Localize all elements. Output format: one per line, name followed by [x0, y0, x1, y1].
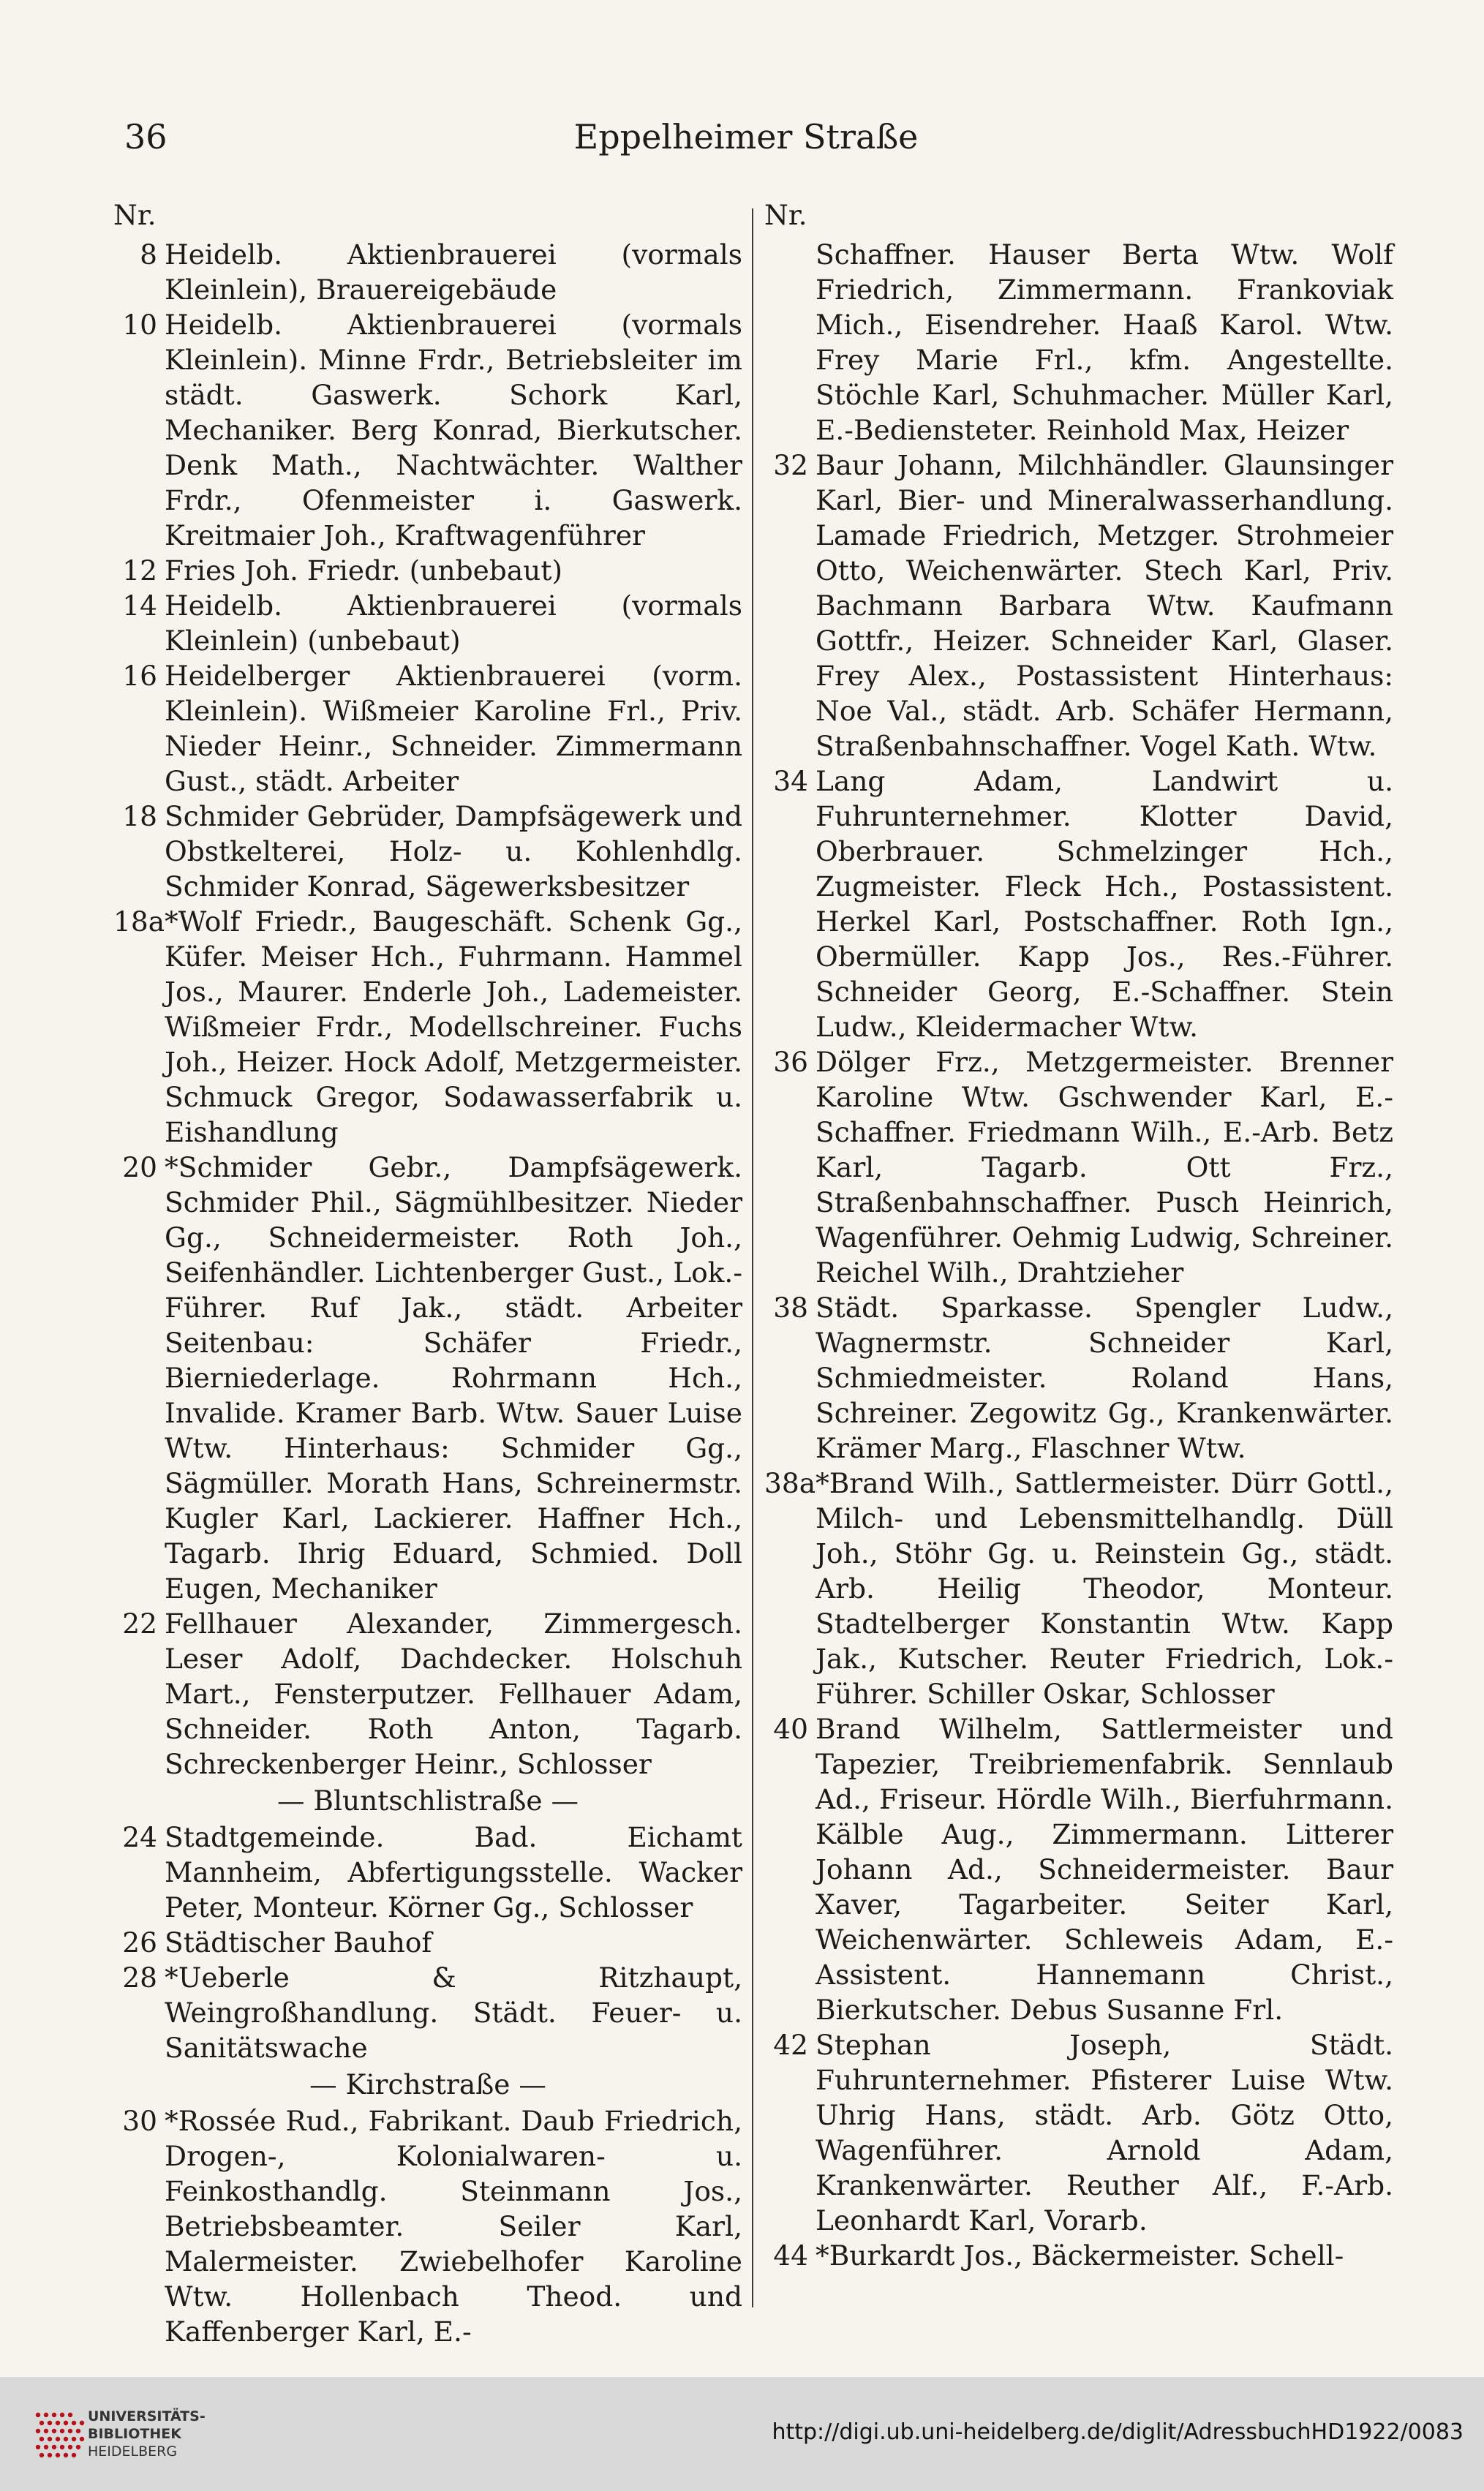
house-number: 22 [122, 1608, 157, 1640]
entry-text: *Wolf Friedr., Baugeschäft. Schenk Gg., Küfer. Meiser Hch., Fuhrmann. Hammel Jos., Maurer. Enderle Joh., Lademeister. Wißmeier Frdr., Modellschreiner. Fuchs Joh., Heizer. Hock Adolf, Metzgermeister. Schmuck Gregor, Sodawasserfabrik u. Eishandlung [165, 905, 742, 1148]
address-entry [113, 237, 742, 307]
entry-text: Brand Wilhelm, Sattlermeister und Tapezier, Treibriemenfabrik. Sennlaub Ad., Friseur. Hördle Wilh., Bierfuhrmann. Kälble Aug., Zimmermann. Litterer Johann Ad., Schneidermeister. Baur Xaver, Tagarbeiter. Seiter Karl, Weichenwärter. Schleweis Adam, E.-Assistent. Hannemann Christ., Bierkutscher. Debus Susanne Frl. [816, 1713, 1393, 2026]
entry-text: Schaffner. Hauser Berta Wtw. Wolf Friedrich, Zimmermann. Frankoviak Mich., Eisendreher. Haaß Karol. Wtw. Frey Marie Frl., kfm. Angestellte. Stöchle Karl, Schuhmacher. Müller Karl, E.-Bediensteter. Reinhold Max, Heizer [816, 238, 1393, 446]
address-entry [764, 1466, 1393, 1711]
house-number: 18a [113, 905, 165, 938]
house-number: 14 [122, 589, 157, 622]
house-number: 24 [122, 1821, 157, 1853]
house-number: 20 [122, 1151, 157, 1183]
cross-street-heading: — Kirchstraße — [309, 2068, 546, 2100]
right-column [764, 197, 1393, 2304]
page-number: 36 [124, 117, 167, 157]
entry-text: Städt. Sparkasse. Spengler Ludw., Wagnermstr. Schneider Karl, Schmiedmeister. Roland Hans, Schreiner. Zegowitz Gg., Krankenwärter. Krämer Marg., Flaschner Wtw. [816, 1292, 1393, 1464]
entry-text: Städtischer Bauhof [165, 1926, 432, 1959]
house-number: 44 [773, 2239, 808, 2272]
library-name-line: HEIDELBERG [88, 2443, 178, 2460]
library-name-line: UNIVERSITÄTS- [88, 2408, 206, 2424]
entry-text: *Ueberle & Ritzhaupt, Weingroßhandlung. Städt. Feuer- u. Sanitätswache [165, 1961, 742, 2064]
address-entry [764, 2238, 1393, 2273]
left-column-number-label: Nr. [113, 199, 157, 231]
entry-text: Dölger Frz., Metzgermeister. Brenner Karoline Wtw. Gschwender Karl, E.-Schaffner. Friedmann Wilh., E.-Arb. Betz Karl, Tagarb. Ott Frz., Straßenbahnschaffner. Pusch Heinrich, Wagenführer. Oehmig Ludwig, Schreiner. Reichel Wilh., Drahtzieher [816, 1046, 1393, 1289]
right-entries-list [764, 237, 1393, 2273]
entry-text: *Brand Wilh., Sattlermeister. Dürr Gottl., Milch- und Lebensmittelhandlg. Düll Joh., Stöhr Gg. u. Reinstein Gg., städt. Arb. Heilig Theodor, Monteur. Stadtelberger Konstantin Wtw. Kapp Jak., Kutscher. Reuter Friedrich, Lok.-Führer. Schiller Oskar, Schlosser [816, 1467, 1393, 1710]
house-number: 36 [773, 1046, 808, 1078]
house-number: 10 [122, 309, 157, 341]
house-number: 40 [773, 1713, 808, 1745]
entry-text: Schmider Gebrüder, Dampfsägewerk und Obstkelterei, Holz- u. Kohlenhdlg. Schmider Konrad, Sägewerksbesitzer [165, 800, 742, 902]
house-number: 38a [764, 1467, 816, 1499]
address-entry [764, 2027, 1393, 2238]
entry-text: *Rossée Rud., Fabrikant. Daub Friedrich, Drogen-, Kolonialwaren- u. Feinkosthandlg. Steinmann Jos., Betriebsbeamter. Seiler Karl, Malermeister. Zwiebelhofer Karoline Wtw. Hollenbach Theod. und Kaffenberger Karl, E.- [165, 2105, 742, 2348]
house-number: 38 [773, 1292, 808, 1324]
house-number: 32 [773, 449, 808, 481]
entry-text: Heidelb. Aktienbrauerei (vormals Kleinlein) (unbebaut) [165, 589, 742, 657]
address-entry [764, 1290, 1393, 1466]
address-entry [113, 1606, 742, 1782]
cross-street-heading: — Bluntschlistraße — [277, 1785, 579, 1817]
house-number: 16 [122, 660, 157, 692]
library-name [88, 2408, 206, 2460]
house-number: 34 [773, 765, 808, 797]
entry-text: Fellhauer Alexander, Zimmergesch. Leser Adolf, Dachdecker. Holschuh Mart., Fensterputzer. Fellhauer Adam, Schneider. Roth Anton, Tagarb. Schreckenberger Heinr., Schlosser [165, 1608, 742, 1780]
address-entry [113, 799, 742, 904]
entry-text: Lang Adam, Landwirt u. Fuhrunternehmer. Klotter David, Oberbrauer. Schmelzinger Hch., Zugmeister. Fleck Hch., Postassistent. Herkel Karl, Postschaffner. Roth Ign., Obermüller. Kapp Jos., Res.-Führer. Schneider Georg, E.-Schaffner. Stein Ludw., Kleidermacher Wtw. [816, 765, 1393, 1043]
house-number: 26 [122, 1926, 157, 1959]
address-entry [764, 237, 1393, 448]
address-entry [764, 448, 1393, 764]
entry-text: Stephan Joseph, Städt. Fuhrunternehmer. Pfisterer Luise Wtw. Uhrig Hans, städt. Arb. Götz Otto, Wagenführer. Arnold Adam, Krankenwärter. Reuther Alf., F.-Arb. Leonhardt Karl, Vorarb. [816, 2029, 1393, 2236]
right-column-number-label: Nr. [764, 199, 807, 231]
entry-text: Fries Joh. Friedr. (unbebaut) [165, 554, 563, 587]
entry-text: *Schmider Gebr., Dampfsägewerk. Schmider Phil., Sägmühlbesitzer. Nieder Gg., Schneidermeister. Roth Joh., Seifenhändler. Lichtenberger Gust., Lok.-Führer. Ruf Jak., städt. Arbeiter Seitenbau: Schäfer Friedr., Bierniederlage. Rohrmann Hch., Invalide. Kramer Barb. Wtw. Sauer Luise Wtw. Hinterhaus: Schmider Gg., Sägmüller. Morath Hans, Schreinermstr. Kugler Karl, Lackierer. Haffner Hch., Tagarb. Ihrig Eduard, Schmied. Doll Eugen, Mechaniker [165, 1151, 742, 1605]
left-column [113, 197, 742, 2348]
address-entry [113, 904, 742, 1150]
entry-text: *Burkardt Jos., Bäckermeister. Schell- [816, 2239, 1344, 2272]
address-entry [764, 1044, 1393, 1290]
house-number: 42 [773, 2029, 808, 2061]
footer-bar [0, 2377, 1484, 2491]
address-entry [113, 1820, 742, 1925]
house-number: 30 [122, 2105, 157, 2137]
address-entry [764, 764, 1393, 1044]
source-url-link[interactable]: http://digi.ub.uni-heidelberg.de/diglit/AdressbuchHD1922/0083 [772, 2419, 1464, 2445]
address-entry [113, 658, 742, 799]
entry-text: Heidelberger Aktienbrauerei (vorm. Kleinlein). Wißmeier Karoline Frl., Priv. Nieder Heinr., Schneider. Zimmermann Gust., städt. Arbeiter [165, 660, 742, 797]
library-name-line: BIBLIOTHEK [88, 2426, 181, 2442]
running-title: Eppelheimer Straße [573, 117, 919, 157]
house-number: 12 [122, 554, 157, 587]
address-entry [113, 1150, 742, 1606]
entry-text: Baur Johann, Milchhändler. Glaunsinger Karl, Bier- und Mineralwasserhandlung. Lamade Friedrich, Metzger. Strohmeier Otto, Weichenwärter. Stech Karl, Priv. Bachmann Barbara Wtw. Kaufmann Gottfr., Heizer. Schneider Karl, Glaser. Frey Alex., Postassistent Hinterhaus: Noe Val., städt. Arb. Schäfer Hermann, Straßenbahnschaffner. Vogel Kath. Wtw. [816, 449, 1393, 762]
entry-text: Heidelb. Aktienbrauerei (vormals Kleinlein), Brauereigebäude [165, 238, 742, 306]
university-library-logo-icon [29, 2406, 88, 2465]
house-number: 28 [122, 1961, 157, 1994]
address-entry [113, 553, 742, 588]
house-number: 8 [140, 238, 157, 271]
house-number: 18 [122, 800, 157, 832]
left-entries-list [113, 237, 742, 2349]
entry-text: Heidelb. Aktienbrauerei (vormals Kleinlein). Minne Frdr., Betriebsleiter im städt. Gaswerk. Schork Karl, Mechaniker. Berg Konrad, Bierkutscher. Denk Math., Nachtwächter. Walther Frdr., Ofenmeister i. Gaswerk. Kreitmaier Joh., Kraftwagenführer [165, 309, 742, 551]
address-entry [113, 588, 742, 658]
page-header [110, 102, 1382, 168]
address-entry [764, 1711, 1393, 2027]
address-entry [113, 1960, 742, 2065]
entry-text: Stadtgemeinde. Bad. Eichamt Mannheim, Abfertigungsstelle. Wacker Peter, Monteur. Körner Gg., Schlosser [165, 1821, 742, 1923]
address-entry [113, 307, 742, 553]
address-entry [113, 1925, 742, 1960]
column-divider [752, 208, 753, 2307]
address-entry [113, 2103, 742, 2349]
